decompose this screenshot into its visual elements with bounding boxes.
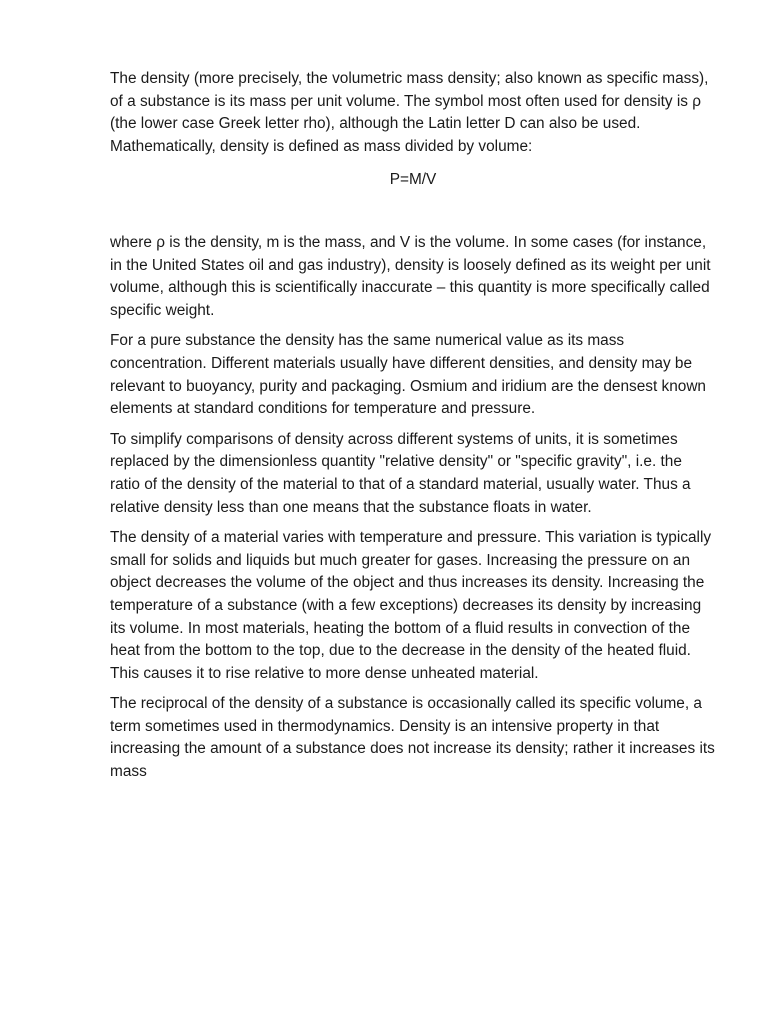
paragraph-relative-density: To simplify comparisons of density across different systems of units, it is sometimes replaced by the dimensionless quantity "relative density" or "specific gravity", i.e. the ratio of the density of the material to that of a standard material, usually water. Thus a relative density less than one means that the substance floats in water. [110,430,691,516]
density-formula: P=M/V [389,171,437,188]
paragraph-specific-volume: The reciprocal of the density of a substance is occasionally called its specific volume, a term sometimes used in thermodynamics. Density is an intensive property in that increasing the amount of a substance does not increase its density; rather it increases its mass [110,695,715,781]
formula-block [110,169,716,192]
body-block [110,232,716,792]
intro-block [110,68,716,166]
paragraph-temperature-pressure: The density of a material varies with temperature and pressure. This variation is typically small for solids and liquids but much greater for gases. Increasing the pressure on an object decreases the volume of the object and thus increases its density. Increasing the temperature of a substance (with a few exceptions) decreases its density by increasing its volume. In most materials, heating the bottom of a fluid results in convection of the heat from the bottom to the top, due to the decrease in the density of the heated fluid. This causes it to rise relative to more dense unheated material. [110,529,712,682]
paragraph-variables: where ρ is the density, m is the mass, and V is the volume. In some cases (for instance, in the United States oil and gas industry), density is loosely defined as its weight per unit volume, although this is scientifically inaccurate – this quantity is more specifically called specific weight. [110,234,711,319]
paragraph-density-definition: The density (more precisely, the volumetric mass density; also known as specific mass), of a substance is its mass per unit volume. The symbol most often used for density is ρ (the lower case Greek letter rho), although the Latin letter D can also be used. Mathematically, density is defined as mass divided by volume: [110,70,709,155]
paragraph-pure-substance: For a pure substance the density has the same numerical value as its mass concentration. Different materials usually have different densities, and density may be relevant to buoyancy, purity and packaging. Osmium and iridium are the densest known elements at standard conditions for temperature and pressure. [110,332,706,418]
